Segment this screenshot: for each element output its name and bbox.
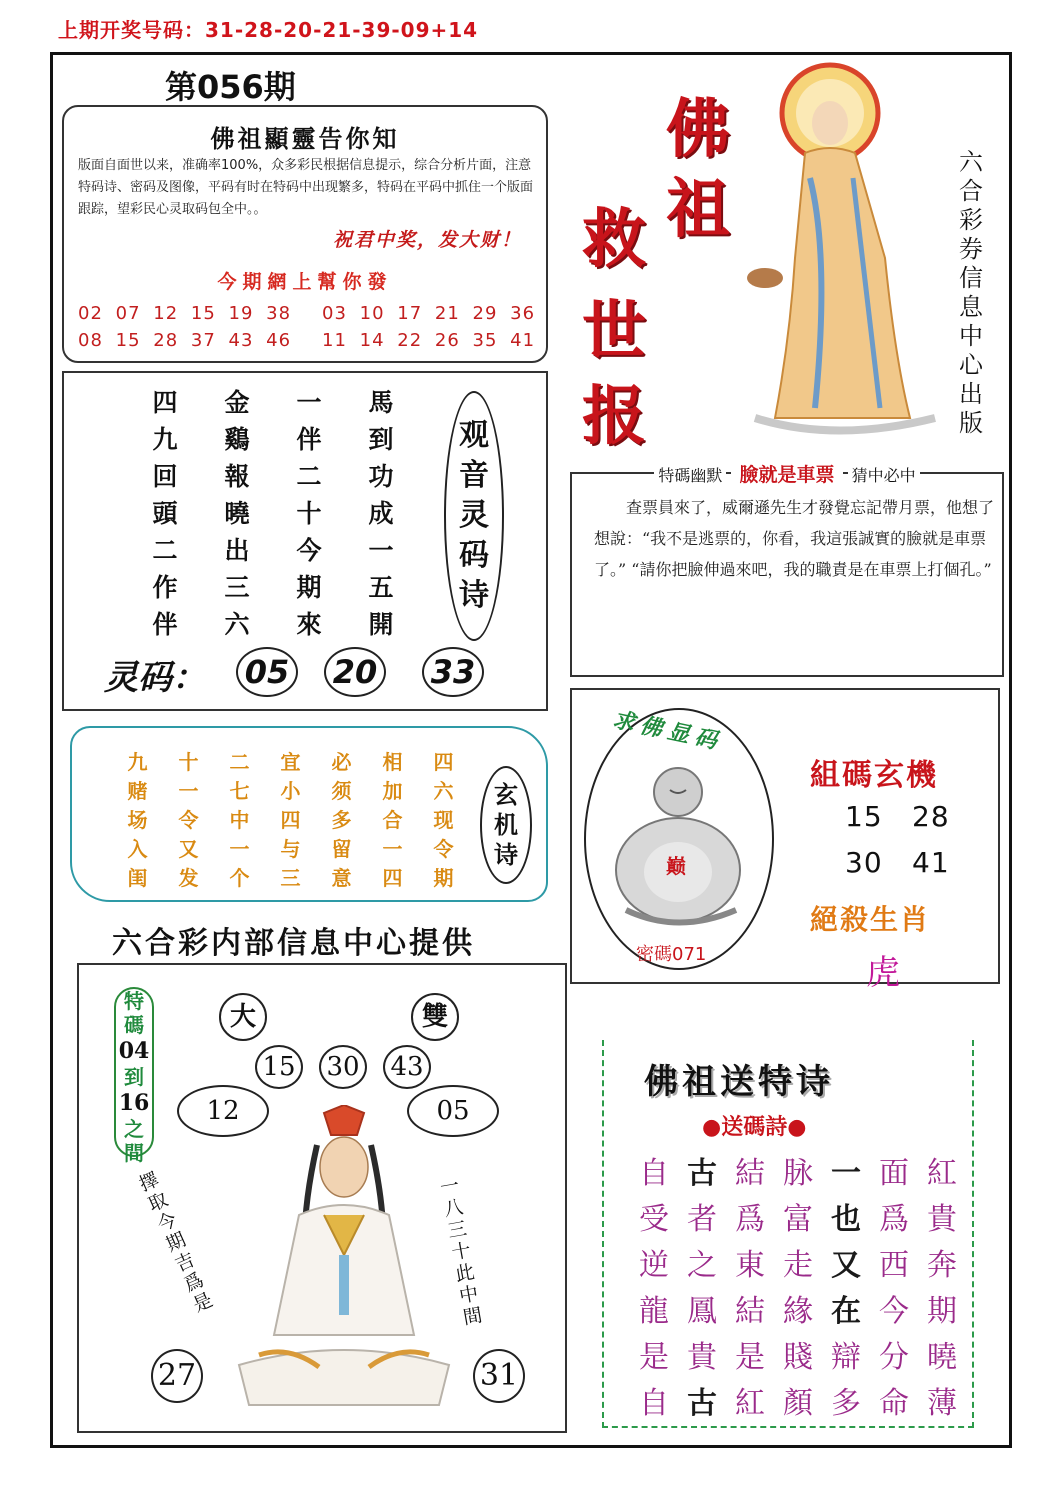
- xuanji-title: [480, 766, 532, 884]
- gift-char: 貴: [927, 1202, 957, 1237]
- lingma-number: 33: [422, 647, 484, 697]
- gift-char: 逆: [639, 1248, 669, 1283]
- xuanji-char: 赌: [127, 779, 148, 803]
- last-draw-numbers: 上期开奖号码：31-28-20-21-39-09+14: [58, 18, 479, 42]
- joke-title: 臉就是車票: [731, 464, 842, 486]
- gift-char: 紅: [735, 1386, 765, 1421]
- xuanji-char: 期: [433, 866, 454, 890]
- wish-text: 祝君中奖，发大财！: [332, 229, 522, 251]
- title-char: 灵: [459, 498, 489, 533]
- masthead-char: 祖: [666, 172, 730, 247]
- xuanji-char: 入: [127, 837, 148, 861]
- gift-char: 期: [927, 1294, 957, 1329]
- xuanji-grid: [112, 746, 469, 891]
- issue-number: 第056期: [165, 68, 296, 106]
- gift-char: 富: [783, 1202, 813, 1237]
- poem-char: 出: [224, 536, 250, 565]
- title-char: 观: [459, 418, 489, 453]
- gift-char: 受: [639, 1202, 669, 1237]
- poem-char: 五: [368, 573, 394, 602]
- gift-char: 東: [735, 1248, 765, 1283]
- gift-char: 鳳: [687, 1294, 717, 1329]
- gift-char: 古: [687, 1386, 717, 1421]
- title-char: 音: [459, 458, 489, 493]
- gift-char: 薄: [927, 1386, 957, 1421]
- buddha-box: [570, 688, 1000, 993]
- poem-char: 金: [224, 388, 250, 417]
- jsx-title: 絕殺生肖: [810, 903, 931, 936]
- title-char: 机: [494, 811, 518, 839]
- xuanji-char: 必: [331, 750, 352, 774]
- poem-char: 伴: [296, 425, 322, 454]
- gift-char: 是: [639, 1340, 669, 1375]
- xuanji-char: 四: [382, 866, 403, 890]
- numbers-row: 08 15 28 37 43 46: [78, 330, 292, 351]
- xuanji-char: 四: [280, 808, 301, 832]
- zodiac-animal: 虎: [866, 953, 900, 993]
- gift-poem-title: 佛祖送特诗: [644, 1062, 834, 1102]
- poem-char: 六: [224, 610, 250, 639]
- gift-char: 走: [783, 1248, 813, 1283]
- guanyin-number-box: [77, 963, 567, 1433]
- gift-char: 者: [687, 1202, 717, 1237]
- xuanji-char: 又: [178, 837, 199, 861]
- publisher-char: 彩: [959, 206, 983, 234]
- xuanji-char: 令: [433, 837, 454, 861]
- tema-from: 04: [118, 1038, 150, 1064]
- xuanji-char: 与: [280, 837, 301, 861]
- candidate-number: 15: [255, 1045, 303, 1089]
- poem-grid: [129, 383, 417, 642]
- gift-char: 古: [687, 1156, 717, 1191]
- xuanji-char: 个: [229, 866, 250, 890]
- poem-char: 到: [368, 425, 394, 454]
- xuanji-char: 一: [178, 779, 199, 803]
- tema-label: 間: [124, 1141, 144, 1165]
- publisher-char: 出: [959, 380, 983, 408]
- numbers-row: 03 10 17 21 29 36: [322, 303, 536, 324]
- provider-text: 六合彩内部信息中心提供: [112, 926, 475, 961]
- zuma-title: 組碼玄機: [810, 758, 938, 793]
- xuanji-char: 须: [331, 779, 352, 803]
- gift-char: 多: [831, 1386, 861, 1421]
- poem-char: 開: [368, 610, 394, 639]
- tema-label: 碼: [124, 1013, 144, 1037]
- numbers-row: 02 07 12 15 19 38: [78, 303, 292, 324]
- joke-header-right: 猜中必中: [848, 466, 920, 485]
- lingma-number: 20: [324, 647, 386, 697]
- joke-header-left: 特碼幽默: [654, 466, 726, 485]
- gift-char: 是: [735, 1340, 765, 1375]
- gift-char: 辯: [831, 1340, 861, 1375]
- publisher-char: 心: [959, 351, 983, 379]
- xuanji-char: 三: [280, 866, 301, 890]
- xuanji-char: 闺: [127, 866, 148, 890]
- numbers-row: 11 14 22 26 35 41: [322, 330, 536, 351]
- lingma-number: 05: [236, 647, 298, 697]
- candidate-number: 43: [383, 1045, 431, 1089]
- poem-char: 鷄: [224, 425, 250, 454]
- masthead-char: 报: [582, 379, 646, 454]
- xuanji-char: 九: [127, 750, 148, 774]
- candidate-number: 31: [473, 1349, 525, 1403]
- guanyin-poem-title: [444, 391, 504, 641]
- poem-char: 報: [224, 462, 250, 491]
- publisher-vertical: [956, 148, 986, 438]
- gift-char: 面: [879, 1156, 909, 1191]
- xuanji-char: 宜: [280, 750, 301, 774]
- xuanji-char: 十: [178, 750, 199, 774]
- gift-char: 貴: [687, 1340, 717, 1375]
- help-title: 今期網上幫你發: [217, 271, 393, 293]
- gift-poem-subtitle: ●送碼詩●: [702, 1114, 807, 1140]
- poem-char: 一: [368, 536, 394, 565]
- poem-char: 十: [296, 499, 322, 528]
- gift-char: 命: [879, 1386, 909, 1421]
- gift-char: 紅: [927, 1156, 957, 1191]
- masthead-char: 救: [582, 202, 646, 277]
- publisher-char: 息: [959, 293, 983, 321]
- gift-char: 自: [639, 1156, 669, 1191]
- poem-char: 來: [296, 610, 322, 639]
- masthead-char: 世: [582, 294, 646, 369]
- gift-char: 分: [879, 1340, 909, 1375]
- tema-range: [114, 987, 154, 1165]
- gift-char: 爲: [735, 1202, 765, 1237]
- xuanji-char: 小: [280, 779, 301, 803]
- parity-label: 雙: [411, 993, 459, 1041]
- candidate-number: 05: [407, 1085, 499, 1137]
- xuanji-char: 多: [331, 808, 352, 832]
- gift-char: 一: [831, 1156, 861, 1191]
- zuma-number: 30: [845, 846, 883, 879]
- joke-body: 查票員來了，威爾遜先生才發覺忘記帶月票，他想了想說：“我不是逃票的，你看，我這張誠實的臉就是車票了。” “請你把臉伸過來吧，我的職責是在車票上打個孔。”: [594, 498, 995, 579]
- xuanji-char: 现: [433, 808, 454, 832]
- xuanji-char: 发: [178, 866, 199, 890]
- secret-code: 密碼071: [636, 944, 707, 965]
- xuanji-char: 加: [382, 779, 403, 803]
- xuanji-poem-box: [70, 726, 548, 902]
- guanyin-poem-box: [62, 371, 548, 711]
- publisher-char: 合: [959, 177, 983, 205]
- xuanji-char: 令: [178, 808, 199, 832]
- gift-char: 爲: [879, 1202, 909, 1237]
- gift-char: 賤: [783, 1340, 813, 1375]
- gift-char: 奔: [927, 1248, 957, 1283]
- title-char: 诗: [494, 841, 518, 869]
- gift-char: 顏: [783, 1386, 813, 1421]
- poem-char: 馬: [368, 388, 394, 417]
- gift-char: 龍: [639, 1294, 669, 1329]
- buddha-oval: [584, 708, 774, 970]
- gift-char: 緣: [783, 1294, 813, 1329]
- center-char: 巅: [666, 854, 686, 878]
- xuanji-char: 二: [229, 750, 250, 774]
- xuanji-char: 相: [382, 750, 403, 774]
- tema-mid: 到: [124, 1065, 144, 1089]
- publisher-char: 券: [959, 235, 983, 263]
- xuanji-char: 一: [229, 837, 250, 861]
- candidate-number: 30: [319, 1045, 367, 1089]
- xuanji-char: 意: [331, 866, 352, 890]
- poem-char: 九: [152, 425, 178, 454]
- guanyin-seated-illustration: [229, 1105, 459, 1415]
- right-vertical-verse: 一八三十此中間: [435, 1174, 484, 1331]
- publisher-char: 信: [959, 264, 983, 292]
- zuma-number: 15: [845, 800, 883, 833]
- title-char: 诗: [459, 578, 489, 613]
- xuanji-char: 六: [433, 779, 454, 803]
- gift-char: 自: [639, 1386, 669, 1421]
- poem-char: 一: [296, 388, 322, 417]
- lingma-label: 灵码：: [104, 658, 206, 698]
- gift-char: 今: [879, 1294, 909, 1329]
- title-char: 玄: [494, 781, 518, 809]
- gift-char: 曉: [927, 1340, 957, 1375]
- poem-char: 曉: [224, 499, 250, 528]
- poem-char: 頭: [152, 499, 178, 528]
- poem-char: 作: [152, 573, 178, 602]
- gift-poem-box: [602, 1040, 974, 1428]
- notice-title: 佛祖顯靈告你知: [210, 124, 400, 153]
- gift-poem-grid: [630, 1148, 966, 1424]
- joke-header: [572, 460, 1002, 487]
- zuma-number: 28: [912, 800, 950, 833]
- publisher-char: 中: [959, 322, 983, 350]
- laughing-buddha-illustration: [606, 760, 756, 930]
- poem-char: 今: [296, 536, 322, 565]
- gift-char: 在: [831, 1294, 861, 1329]
- poem-char: 四: [152, 388, 178, 417]
- publisher-char: 版: [959, 409, 983, 437]
- xuanji-char: 四: [433, 750, 454, 774]
- gift-char: 結: [735, 1294, 765, 1329]
- poem-char: 期: [296, 573, 322, 602]
- candidate-number: 12: [177, 1085, 269, 1137]
- arc-title: 求佛显码: [610, 707, 725, 756]
- left-vertical-verse: 擇取今期吉爲是: [133, 1168, 217, 1319]
- poem-char: 成: [368, 499, 394, 528]
- masthead-char: 佛: [666, 92, 730, 167]
- notice-body: 版面自面世以来，准确率100%，众多彩民根据信息提示，综合分析片面，注意特码诗、密码及图像，平码有时在特码中出现繁多，特码在平码中抓住一个版面跟踪，望彩民心灵取码包全中。。: [78, 158, 534, 217]
- tema-label: 特: [124, 989, 144, 1013]
- poem-char: 回: [152, 462, 178, 491]
- poem-char: 功: [368, 462, 394, 491]
- xuanji-char: 留: [331, 837, 352, 861]
- publisher-char: 六: [959, 148, 983, 176]
- xuanji-char: 场: [127, 808, 148, 832]
- gift-char: 也: [831, 1202, 861, 1237]
- joke-box: [570, 464, 1004, 677]
- gift-char: 之: [687, 1248, 717, 1283]
- gift-char: 脉: [783, 1156, 813, 1191]
- gift-char: 結: [735, 1156, 765, 1191]
- size-label: 大: [219, 993, 267, 1041]
- xuanji-char: 中: [229, 808, 250, 832]
- tema-to: 16: [118, 1090, 150, 1116]
- poem-char: 二: [296, 462, 322, 491]
- poem-char: 二: [152, 536, 178, 565]
- gift-char: 西: [879, 1248, 909, 1283]
- poem-char: 三: [224, 573, 250, 602]
- candidate-number: 27: [151, 1349, 203, 1403]
- gift-char: 又: [831, 1248, 861, 1283]
- guanyin-standing-illustration: [735, 58, 950, 443]
- tema-label: 之: [124, 1117, 144, 1141]
- xuanji-char: 合: [382, 808, 403, 832]
- poem-char: 伴: [152, 610, 178, 639]
- zuma-number: 41: [912, 846, 950, 879]
- notice-box: [62, 105, 548, 363]
- xuanji-char: 一: [382, 837, 403, 861]
- title-char: 码: [459, 538, 489, 573]
- xuanji-char: 七: [229, 779, 250, 803]
